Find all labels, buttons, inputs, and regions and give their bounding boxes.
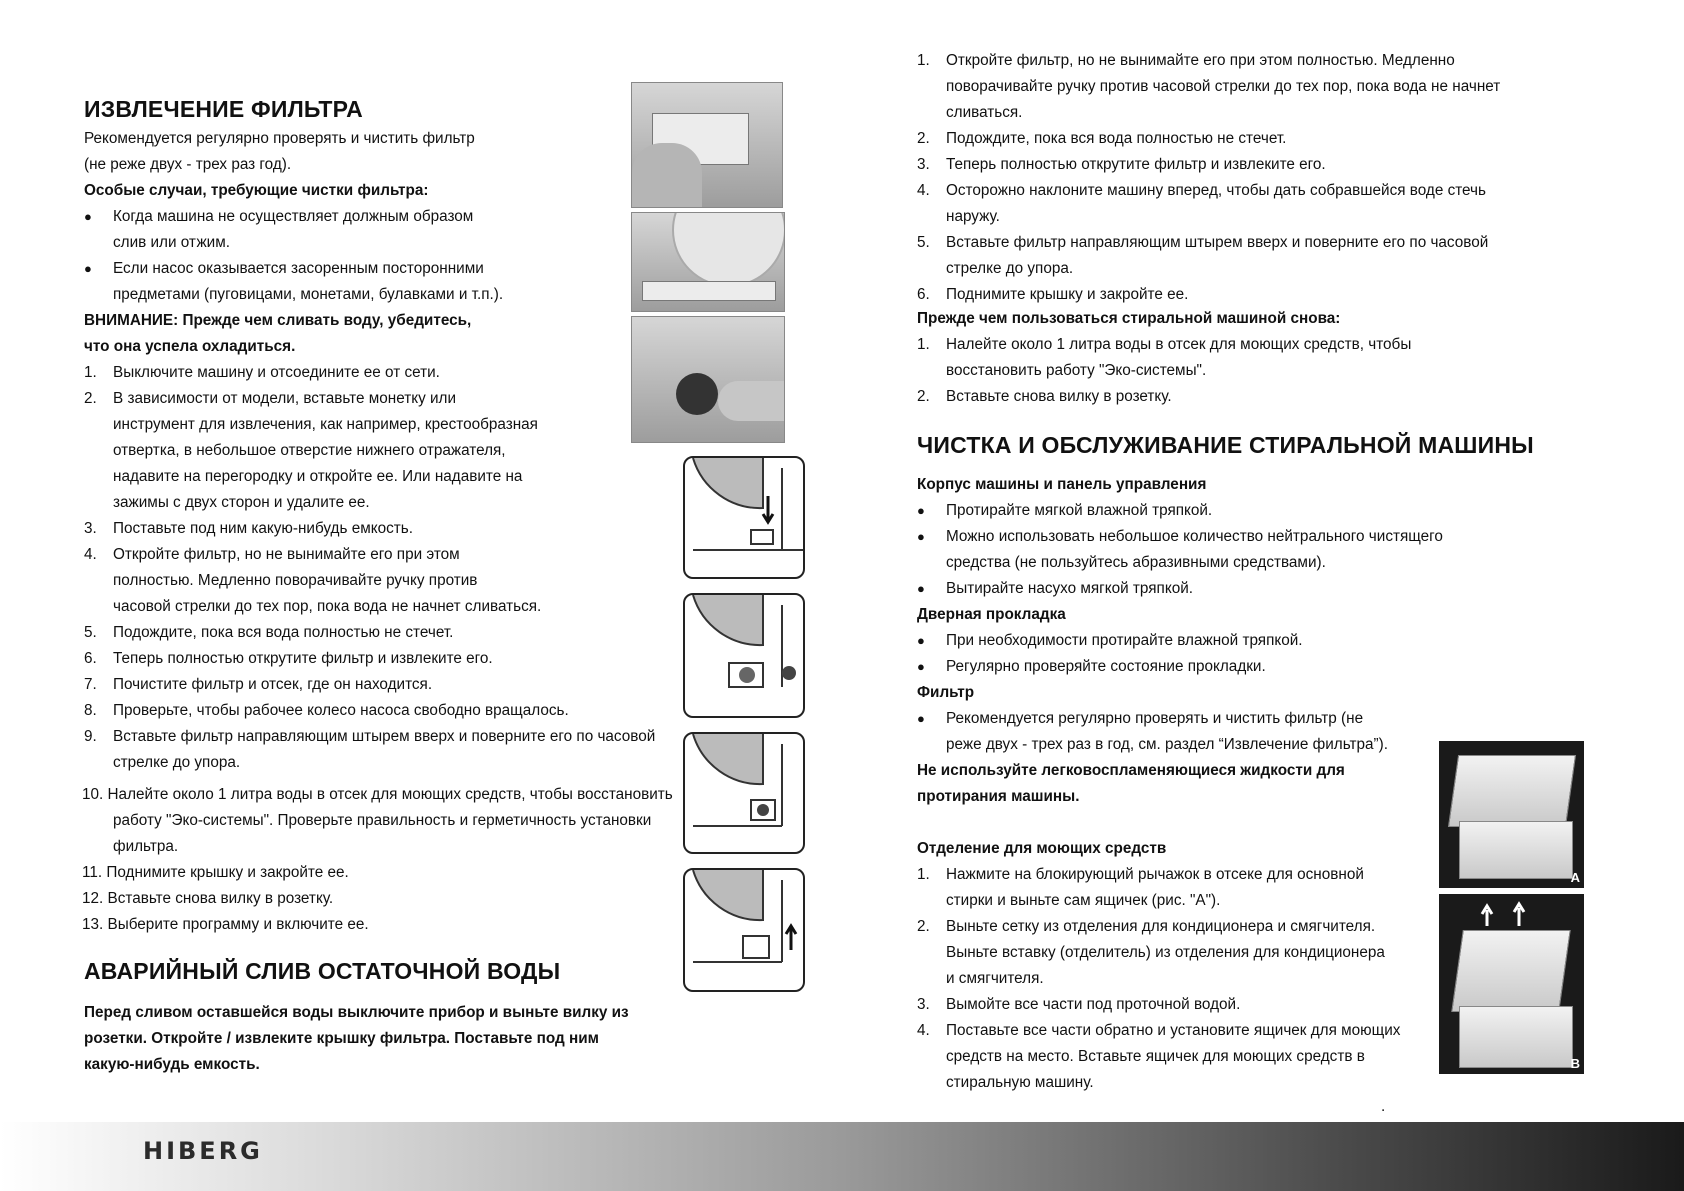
list-number: 3. <box>917 996 930 1013</box>
intro-line-2: (не реже двух - трех раз год). <box>84 156 292 173</box>
list-number: 3. <box>917 156 930 173</box>
list-number: 1. <box>917 52 930 69</box>
list-text: Вымойте все части под проточной водой. <box>946 996 1241 1013</box>
list-text-cont: зажимы с двух сторон и удалите ее. <box>113 494 370 511</box>
flammable-warning-line-1: Не используйте легковоспламеняющиеся жидкости для <box>917 762 1345 779</box>
list-number: 1. <box>917 336 930 353</box>
list-number: 3. <box>84 520 97 537</box>
list-text: Подождите, пока вся вода полностью не стечет. <box>113 624 454 641</box>
figure-label-a: A <box>1570 870 1580 885</box>
list-text-cont: отвертка, в небольшое отверстие нижнего отражателя, <box>113 442 506 459</box>
bullet-text: Вытирайте насухо мягкой тряпкой. <box>946 580 1194 597</box>
list-text: Осторожно наклоните машину вперед, чтобы дать собравшейся воде стечь <box>946 182 1486 199</box>
step-10-line-3: фильтра. <box>113 838 179 855</box>
step-12: 12. Вставьте снова вилку в розетку. <box>82 890 334 907</box>
step-11: 11. Поднимите крышку и закройте ее. <box>82 864 349 881</box>
dispenser-photo-a <box>1439 741 1584 888</box>
bullet-icon: ● <box>84 209 92 224</box>
list-text: Выньте сетку из отделения для кондиционера и смягчителя. <box>946 918 1376 935</box>
drain-line-2: розетки. Откройте / извлеките крышку фильтра. Поставьте под ним <box>84 1030 599 1047</box>
list-number: 9. <box>84 728 97 745</box>
list-text-cont: стрелке до упора. <box>946 260 1074 277</box>
list-number: 5. <box>84 624 97 641</box>
list-text-cont: надавите на перегородку и откройте ее. Или надавите на <box>113 468 523 485</box>
list-text: Теперь полностью открутите фильтр и извлеките его. <box>946 156 1326 173</box>
step-10-line-2: работу "Эко-системы". Проверьте правильность и герметичность установки <box>113 812 652 829</box>
body-panel-heading: Корпус машины и панель управления <box>917 476 1207 493</box>
bullet-text-cont: слив или отжим. <box>113 234 230 251</box>
list-text-cont: стиральную машину. <box>946 1074 1094 1091</box>
bullet-text: Когда машина не осуществляет должным образом <box>113 208 474 225</box>
list-text: В зависимости от модели, вставьте монетку или <box>113 390 457 407</box>
bullet-text-cont: предметами (пуговицами, монетами, булавками и т.п.). <box>113 286 504 303</box>
list-number: 1. <box>917 866 930 883</box>
bullet-icon: ● <box>917 633 925 648</box>
list-number: 5. <box>917 234 930 251</box>
bullet-text-cont: реже двух - трех раз в год, см. раздел “Извлечение фильтра”). <box>946 736 1388 753</box>
list-number: 4. <box>917 182 930 199</box>
step-10-line-1: 10. Налейте около 1 литра воды в отсек для моющих средств, чтобы восстановить <box>82 786 673 803</box>
list-number: 2. <box>84 390 97 407</box>
list-text: Поставьте под ним какую-нибудь емкость. <box>113 520 413 537</box>
list-text: Налейте около 1 литра воды в отсек для моющих средств, чтобы <box>946 336 1412 353</box>
list-text: Нажмите на блокирующий рычажок в отсеке для основной <box>946 866 1364 883</box>
list-number: 2. <box>917 918 930 935</box>
list-text-cont: стирки и выньте сам ящичек (рис. "А"). <box>946 892 1221 909</box>
bullet-icon: ● <box>917 503 925 518</box>
section-title-drain: АВАРИЙНЫЙ СЛИВ ОСТАТОЧНОЙ ВОДЫ <box>84 958 561 984</box>
list-number: 6. <box>84 650 97 667</box>
bullet-text: Протирайте мягкой влажной тряпкой. <box>946 502 1213 519</box>
list-text-cont: Выньте вставку (отделитель) из отделения для кондиционера <box>946 944 1385 961</box>
list-text: Вставьте фильтр направляющим штырем вверх и поверните его по часовой <box>113 728 656 745</box>
stray-dot: . <box>1381 1098 1386 1115</box>
bullet-icon: ● <box>917 711 925 726</box>
bullet-icon: ● <box>917 581 925 596</box>
list-text: Вставьте фильтр направляющим штырем вверх и поверните его по часовой <box>946 234 1489 251</box>
section-title-cleaning: ЧИСТКА И ОБСЛУЖИВАНИЕ СТИРАЛЬНОЙ МАШИНЫ <box>917 432 1534 458</box>
section-title-filter: ИЗВЛЕЧЕНИЕ ФИЛЬТРА <box>84 96 363 122</box>
bullet-text: Можно использовать небольшое количество нейтрального чистящего <box>946 528 1443 545</box>
list-number: 4. <box>917 1022 930 1039</box>
list-text: Почистите фильтр и отсек, где он находится. <box>113 676 433 693</box>
bullet-text: Регулярно проверяйте состояние прокладки. <box>946 658 1266 675</box>
list-text: Подождите, пока вся вода полностью не стечет. <box>946 130 1287 147</box>
list-text: Проверьте, чтобы рабочее колесо насоса свободно вращалось. <box>113 702 569 719</box>
list-text: Откройте фильтр, но не вынимайте его при этом полностью. Медленно <box>946 52 1455 69</box>
list-number: 2. <box>917 130 930 147</box>
list-text: Вставьте снова вилку в розетку. <box>946 388 1172 405</box>
bullet-icon: ● <box>84 261 92 276</box>
list-text-cont: инструмент для извлечения, как например, крестообразная <box>113 416 538 433</box>
flammable-warning-line-2: протирания машины. <box>917 788 1080 805</box>
list-text: Поставьте все части обратно и установите ящичек для моющих <box>946 1022 1401 1039</box>
drawing-insert-filter <box>683 732 805 854</box>
list-text-cont: полностью. Медленно поворачивайте ручку против <box>113 572 478 589</box>
brand-logo: HIBERG <box>143 1137 263 1165</box>
list-text-cont: и смягчителя. <box>946 970 1044 987</box>
list-text-cont: часовой стрелки до тех пор, пока вода не начнет сливаться. <box>113 598 542 615</box>
filter-turn-photo <box>631 316 785 443</box>
step-13: 13. Выберите программу и включите ее. <box>82 916 369 933</box>
drawing-unscrew-filter <box>683 593 805 718</box>
list-number: 8. <box>84 702 97 719</box>
bullet-icon: ● <box>917 659 925 674</box>
drain-line-3: какую-нибудь емкость. <box>84 1056 260 1073</box>
detergent-heading: Отделение для моющих средств <box>917 840 1167 857</box>
list-text-cont: стрелке до упора. <box>113 754 241 771</box>
intro-line-1: Рекомендуется регулярно проверять и чистить фильтр <box>84 130 475 147</box>
list-number: 2. <box>917 388 930 405</box>
list-text-cont: наружу. <box>946 208 1000 225</box>
warning-line-2: что она успела охладиться. <box>84 338 296 355</box>
bullet-icon: ● <box>917 529 925 544</box>
list-text: Теперь полностью открутите фильтр и извлеките его. <box>113 650 493 667</box>
list-number: 1. <box>84 364 97 381</box>
bullet-text: Если насос оказывается засоренным посторонними <box>113 260 484 277</box>
filter-heading: Фильтр <box>917 684 975 701</box>
list-text-cont: поворачивайте ручку против часовой стрелки до тех пор, пока вода не начнет <box>946 78 1501 95</box>
figure-label-b: B <box>1570 1056 1580 1071</box>
special-cases-heading: Особые случаи, требующие чистки фильтра: <box>84 182 429 199</box>
machine-base-photo <box>631 212 785 312</box>
drawing-open-cover <box>683 456 805 579</box>
before-use-heading: Прежде чем пользоваться стиральной машиной снова: <box>917 310 1341 327</box>
list-number: 4. <box>84 546 97 563</box>
bullet-text: Рекомендуется регулярно проверять и чистить фильтр (не <box>946 710 1364 727</box>
list-text: Выключите машину и отсоедините ее от сети. <box>113 364 440 381</box>
bullet-text-cont: средства (не пользуйтесь абразивными средствами). <box>946 554 1326 571</box>
drawing-close-cover <box>683 868 805 992</box>
list-text: Откройте фильтр, но не вынимайте его при этом <box>113 546 460 563</box>
list-number: 6. <box>917 286 930 303</box>
list-text-cont: средств на место. Вставьте ящичек для моющих средств в <box>946 1048 1365 1065</box>
list-text: Поднимите крышку и закройте ее. <box>946 286 1189 303</box>
up-arrows-icon <box>1479 900 1539 930</box>
dispenser-photo-b <box>1439 894 1584 1074</box>
bullet-text: При необходимости протирайте влажной тряпкой. <box>946 632 1303 649</box>
filter-cover-photo <box>631 82 783 208</box>
list-text-cont: сливаться. <box>946 104 1023 121</box>
door-seal-heading: Дверная прокладка <box>917 606 1066 623</box>
list-number: 7. <box>84 676 97 693</box>
list-text-cont: восстановить работу "Эко-системы". <box>946 362 1207 379</box>
drain-line-1: Перед сливом оставшейся воды выключите прибор и выньте вилку из <box>84 1004 629 1021</box>
warning-line-1: ВНИМАНИЕ: Прежде чем сливать воду, убедитесь, <box>84 312 472 329</box>
